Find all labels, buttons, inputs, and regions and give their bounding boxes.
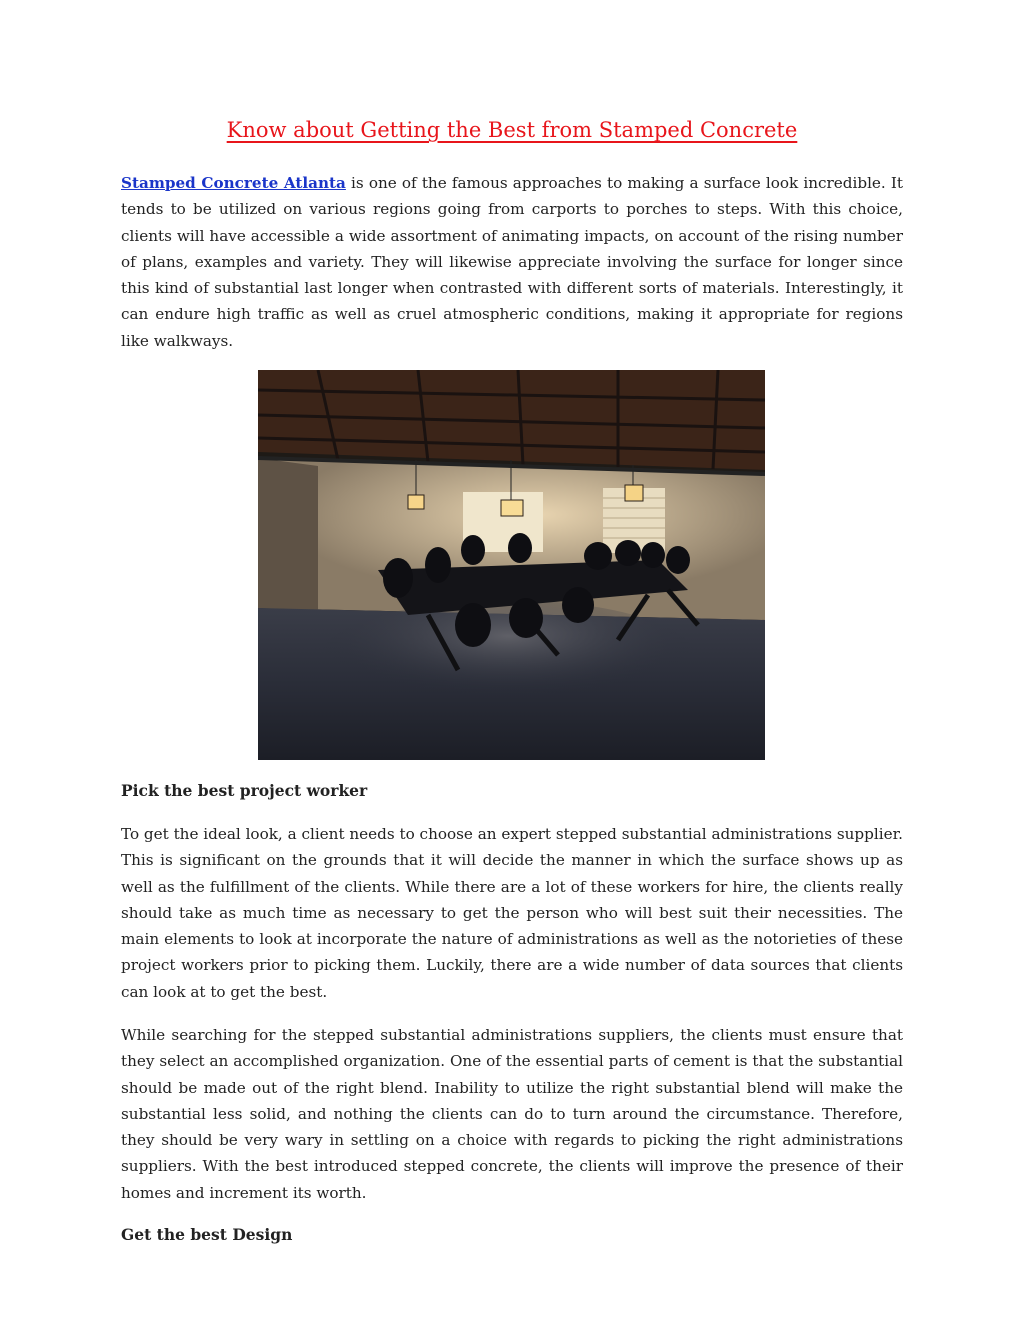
conference-room-photo <box>258 370 765 760</box>
stamped-concrete-atlanta-link[interactable]: Stamped Concrete Atlanta <box>121 174 346 192</box>
section-heading-project-worker: Pick the best project worker <box>121 781 368 800</box>
intro-text: is one of the famous approaches to making a surface look incredible. It tends to be utilized on various regions going from carports to porches to steps. With this choice, clients will have accessible a wide assortment of animating impacts, on account of the rising number of plans, examples and variety. They will likewise appreciate involving the surface for longer since this kind of substantial last longer when contrasted with different sorts of materials. Interestingly, it can endure high traffic as well as cruel atmospheric conditions, making it appropriate for regions like walkways. <box>121 174 903 350</box>
section1-paragraph-1: To get the ideal look, a client needs to choose an expert stepped substantial administrations supplier. This is significant on the grounds that it will decide the manner in which the surface shows up as well as the fulfillment of the clients. While there are a lot of these workers for hire, the clients really should take as much time as necessary to get the person who will best suit their necessities. The main elements to look at incorporate the nature of administrations as well as the notorieties of these project workers prior to picking them. Luckily, there are a wide number of data sources that clients can look at to get the best. <box>121 825 903 1001</box>
intro-paragraph <box>121 170 903 354</box>
section-heading-design: Get the best Design <box>121 1225 293 1244</box>
section1-paragraph-2: While searching for the stepped substantial administrations suppliers, the clients must ensure that they select an accomplished organization. One of the essential parts of cement is that the substantial should be made out of the right blend. Inability to utilize the right substantial blend will make the substantial less solid, and nothing the clients can do to turn around the circumstance. Therefore, they should be very wary in settling on a choice with regards to picking the right administrations suppliers. With the best introduced stepped concrete, the clients will improve the presence of their homes and increment its worth. <box>121 1026 903 1202</box>
page-title: Know about Getting the Best from Stamped Concrete <box>226 118 798 142</box>
